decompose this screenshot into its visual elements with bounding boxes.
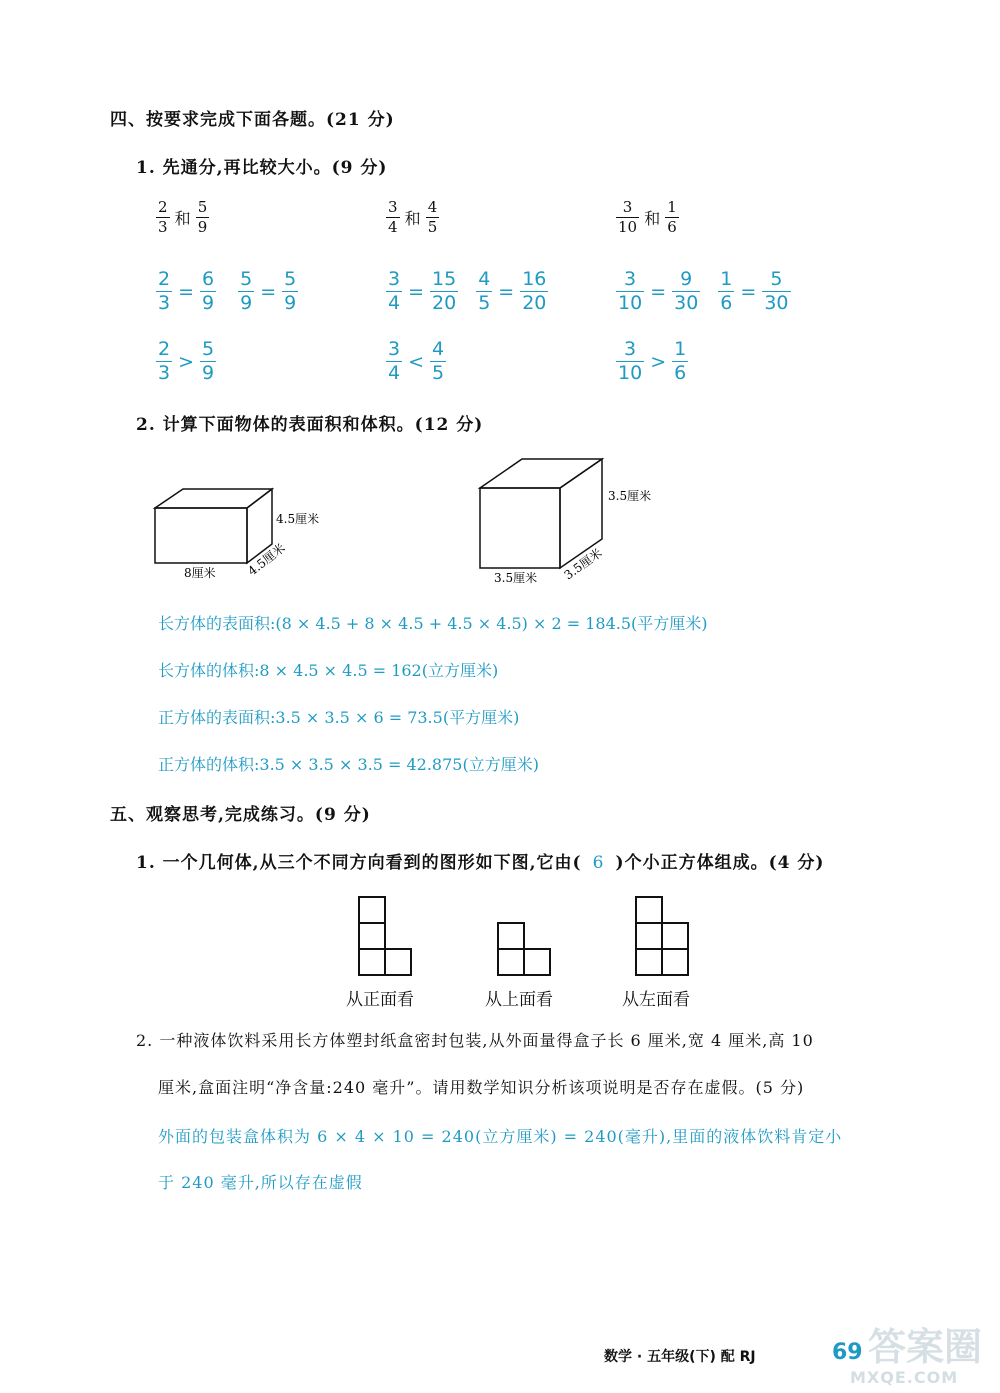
fraction: $\frac{5}{9}$ — [197, 198, 208, 236]
section5-title: 五、观察思考,完成练习。(9 分) — [110, 805, 371, 825]
step1-group-2: $\frac{3}{4}$ = $\frac{15}{20}$ $\frac{4}{5}$ = $\frac{16}{20}$ — [388, 268, 547, 314]
compare-3: $\frac{3}{10}$ > $\frac{1}{6}$ — [618, 338, 687, 384]
conjunction: 和 — [174, 209, 191, 228]
fraction: $\frac{3}{10}$ — [618, 198, 638, 236]
view-label-left: 从左面看 — [622, 990, 690, 1010]
page-number: 69 — [832, 1340, 863, 1365]
pair-3 — [616, 200, 679, 235]
pair-1 — [156, 200, 209, 235]
cuboid-depth-label: 4.5厘米 — [245, 540, 288, 579]
cube-depth-label: 3.5厘米 — [561, 545, 605, 583]
compare-1: $\frac{2}{3}$ > $\frac{5}{9}$ — [158, 338, 215, 384]
watermark-logo: 答案圈 — [868, 1325, 983, 1369]
footer-book-label: 数学 · 五年级(下) 配 RJ — [604, 1349, 756, 1365]
cube-figure — [460, 448, 680, 590]
q1-title-text: 1. 先通分,再比较大小。(9 分) — [136, 158, 388, 178]
top-view — [498, 923, 550, 975]
answer-cube-volume: 正方体的体积:3.5 × 3.5 × 3.5 = 42.875(立方厘米) — [158, 755, 539, 774]
view-label-top: 从上面看 — [485, 990, 553, 1010]
fraction: $\frac{4}{5}$ — [427, 198, 438, 236]
fraction: $\frac{1}{6}$ — [667, 198, 677, 236]
conjunction: 和 — [404, 209, 421, 228]
left-view — [636, 897, 688, 975]
s5-q1-answer: 6 — [592, 853, 605, 873]
s5-q2-line2: 厘米,盒面注明“净含量:240 毫升”。请用数学知识分析该项说明是否存在虚假。(5 分) — [158, 1078, 805, 1097]
s5-q2-answer-line1: 外面的包装盒体积为 6 × 4 × 10 = 240(立方厘米) = 240(毫升),里面的液体饮料肯定小 — [158, 1127, 843, 1146]
step1-group-1: $\frac{2}{3}$ = $\frac{6}{9}$ $\frac{5}{9}$ = $\frac{5}{9}$ — [158, 268, 297, 314]
cuboid-length-label: 8厘米 — [184, 566, 216, 580]
s5-q1-before: 1. 一个几何体,从三个不同方向看到的图形如下图,它由( — [136, 853, 582, 873]
cuboid-height-label: 4.5厘米 — [276, 512, 320, 526]
cuboid-front-face — [155, 508, 247, 563]
compare-2: $\frac{3}{4}$ < $\frac{4}{5}$ — [388, 338, 445, 384]
q2-title: 2. 计算下面物体的表面积和体积。(12 分) — [136, 415, 484, 435]
step1-group-3: $\frac{3}{10}$ = $\frac{9}{30}$ $\frac{1}{6}$ = $\frac{5}{30}$ — [618, 268, 789, 314]
cuboid-top-face — [155, 489, 272, 508]
cube-front-face — [480, 488, 560, 568]
s5-q2-line1: 2. 一种液体饮料采用长方体塑封纸盒密封包装,从外面量得盒子长 6 厘米,宽 4 厘米,高 10 — [136, 1031, 814, 1050]
cube-height-label: 3.5厘米 — [608, 489, 652, 503]
watermark-url: MXQE.COM — [850, 1368, 959, 1387]
cuboid-figure — [140, 478, 340, 588]
pair-2 — [386, 200, 439, 235]
answer-cube-surface: 正方体的表面积:3.5 × 3.5 × 6 = 73.5(平方厘米) — [158, 708, 520, 727]
s5-q1-after: )个小正方体组成。(4 分) — [615, 853, 825, 873]
section4-title: 四、按要求完成下面各题。(21 分) — [110, 110, 395, 130]
cube-top-face — [480, 459, 602, 488]
fraction: $\frac{3}{4}$ — [388, 198, 398, 236]
s5-q2-answer-line2: 于 240 毫升,所以存在虚假 — [158, 1173, 363, 1192]
views-figure — [355, 893, 715, 979]
fraction: $\frac{2}{3}$ — [158, 198, 168, 236]
conjunction: 和 — [644, 209, 661, 228]
s5-q1 — [136, 848, 824, 873]
answer-cuboid-surface: 长方体的表面积:(8 × 4.5 + 8 × 4.5 + 4.5 × 4.5) × 2 = 184.5(平方厘米) — [158, 614, 708, 633]
answer-cuboid-volume: 长方体的体积:8 × 4.5 × 4.5 = 162(立方厘米) — [158, 661, 499, 680]
front-view — [359, 897, 411, 975]
view-label-front: 从正面看 — [346, 990, 414, 1010]
cube-length-label: 3.5厘米 — [494, 571, 538, 585]
q1-title — [136, 153, 387, 178]
